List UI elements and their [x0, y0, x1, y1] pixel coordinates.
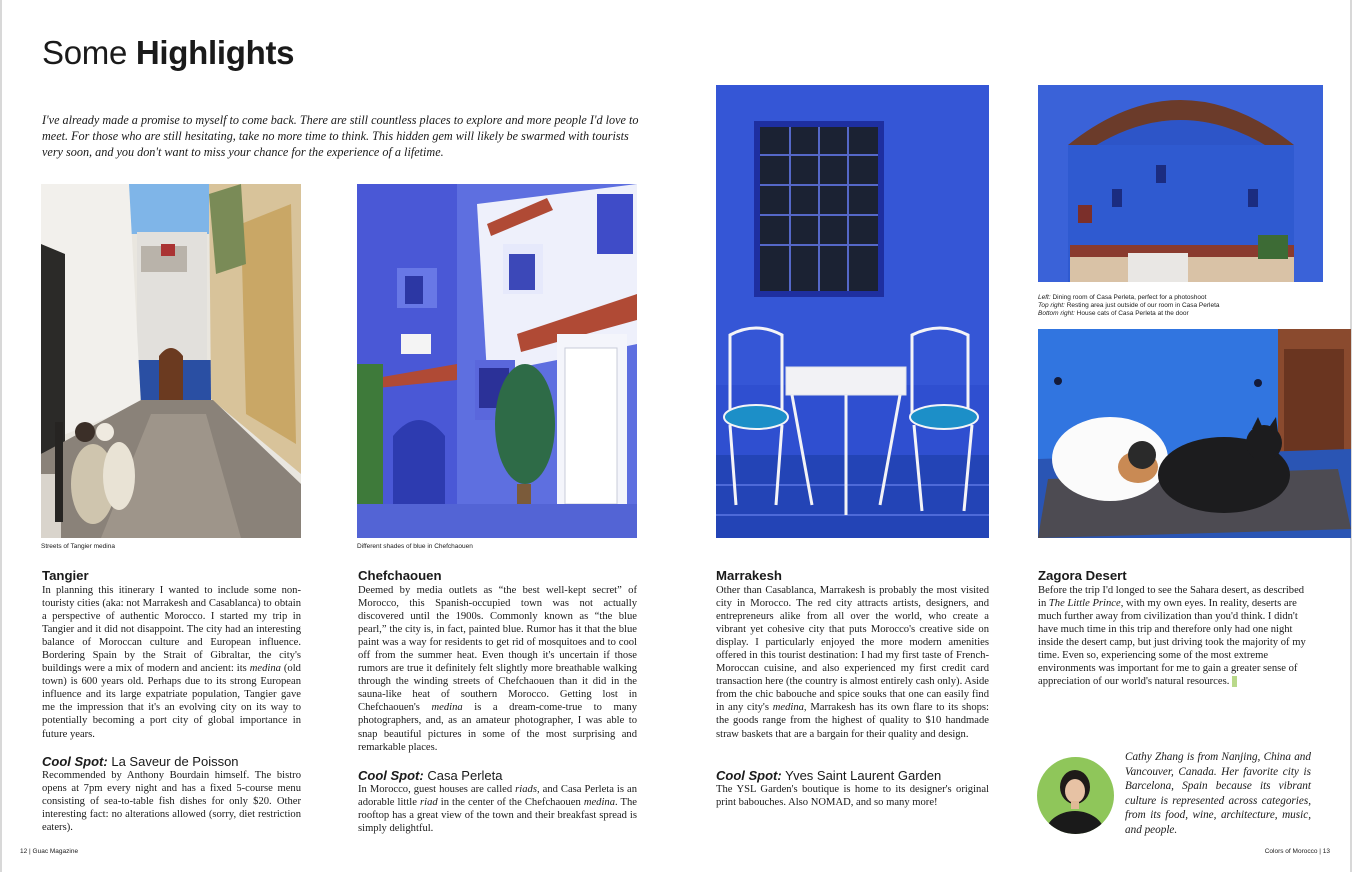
casa-perleta-cats-photo — [1038, 329, 1351, 538]
marrakesh-cool-spot-heading — [716, 768, 941, 783]
casa-perleta-resting-area-photo — [1038, 85, 1323, 282]
author-avatar — [1037, 757, 1114, 834]
cool-text-a: In Morocco, guest houses are called — [358, 784, 513, 795]
cool-spot-label: Cool Spot: — [716, 768, 782, 783]
cool-spot-name: Casa Perleta — [427, 768, 503, 783]
marrakesh-text-b: , Marrakesh has its own flare to its shops: the goods range from the highest of quality to $10 handmade straw baskets that are a bargain for their quality and design. — [716, 702, 990, 740]
zagora-heading: Zagora Desert — [1038, 568, 1127, 583]
tangier-text-em: medina — [249, 663, 281, 675]
zagora-text-a: Before the trip I'd longed to see the Sahara desert, as described in — [1038, 585, 1305, 610]
zagora-text-em: The Little Prince — [1048, 598, 1121, 610]
cool-text-d: . The rooftop has a great view of the town and their breakfast spread is simply delightful. — [358, 797, 637, 835]
intro-paragraph: I've already made a promise to myself to come back. There are still countless places to explore and more people I'd love to meet. For those who are still hesitating, take no more time to think. This hidden gem will likely be swarmed with tourists very soon, and you don't want to miss your chance for the experience of a lifetime. — [42, 113, 639, 160]
casa-perleta-caption-bottom-right — [1038, 310, 1189, 318]
chefchaouen-cool-spot-body — [358, 783, 637, 835]
page-title — [42, 34, 294, 72]
cool-text-em3: medina — [583, 797, 615, 809]
title-light: Some — [42, 34, 128, 71]
marrakesh-cool-spot-body: The YSL Garden's boutique is home to its designer's original print babouches. Also NOMAD, and so many more! — [716, 784, 989, 809]
chefchaouen-photo — [357, 184, 637, 538]
tangier-street-photo — [41, 184, 301, 538]
cool-text-em2: riad — [420, 797, 438, 809]
end-mark — [1232, 676, 1237, 687]
cool-text-b: , and Casa Perleta is an adorable little — [358, 784, 637, 809]
caption-top-label: Top right: — [1038, 302, 1065, 309]
caption-bottom-label: Bottom right: — [1038, 310, 1075, 317]
caption-left-label: Left: — [1038, 294, 1051, 301]
chefchaouen-text-a: Deemed by media outlets as “the best well-kept secret” of Morocco, this Spanish-occupied town was not actually discovered until the 1900s. Commonly known as “the blue pearl,” the city is, in fact, painted blue. Rumor has it that the blue paint was a way for residents to get rid of mosquitoes and to cool off from the summer heat. Even though it's uncertain if those rumors are true it definitely felt slightly more breathable walking through the winding streets of Chefchaouen than it did in the sauna-like heat of southern Morocco. Getting lost in Chefchaouen's — [358, 585, 637, 714]
casa-perleta-caption-top-right — [1038, 302, 1220, 310]
cool-spot-name: Yves Saint Laurent Garden — [785, 768, 942, 783]
chefchaouen-text-em: medina — [431, 702, 463, 714]
cool-text-c: in the center of the Chefchaouen — [440, 797, 581, 809]
marrakesh-heading: Marrakesh — [716, 568, 782, 583]
chefchaouen-body — [358, 584, 637, 754]
caption-bottom-text: House cats of Casa Perleta at the door — [1076, 310, 1189, 317]
chefchaouen-cool-spot-heading — [358, 768, 503, 783]
cool-spot-label: Cool Spot: — [42, 754, 108, 769]
caption-top-text: Resting area just outside of our room in Casa Perleta — [1066, 302, 1220, 309]
title-bold: Highlights — [135, 34, 295, 71]
tangier-text-a: In planning this itinerary I wanted to include some non-touristy cities (aka: not Marrakesh and Casablanca) to obtain a perspective of authentic Morocco. I started my trip in Tangier and it did not disappoint. The city had an interesting balance of Moroccan culture and European influence. Bordering Spain by the Strait of Gibraltar, the city's buildings were a mix of modern and ancient: its — [42, 585, 301, 675]
tangier-photo-caption: Streets of Tangier medina — [41, 543, 115, 550]
tangier-text-b: (old town) is 600 years old. Perhaps due to its strong European influence and its large expatriate population, Tangier gave me the impression that it's an evolving city on its way to potentially becoming a port city of global importance in future years. — [42, 663, 301, 740]
tangier-cool-spot-body: Recommended by Anthony Bourdain himself. The bistro opens at 7pm every night and has a fixed 5-course menu consisting of sea-to-table fish dishes for only $20. Other interesting fact: no alterations allowed (sorry, diet restriction eaters). — [42, 770, 301, 834]
cool-spot-label: Cool Spot: — [358, 768, 424, 783]
author-bio: Cathy Zhang is from Nanjing, China and Vancouver, Canada. Her favorite city is Barcelona, Spain because its vibrant culture is represented across categories, from its food, wine, architecture, music, and people. — [1125, 751, 1311, 836]
cool-spot-name: La Saveur de Poisson — [111, 754, 239, 769]
caption-left-text: Dining room of Casa Perleta, perfect for a photoshoot — [1052, 294, 1207, 301]
tangier-cool-spot-heading — [42, 754, 239, 769]
casa-perleta-caption-left — [1038, 294, 1206, 302]
chefchaouen-text-b: is a dream-come-true to many photographers, and, as an amateur photographer, I was able to snap beautiful pictures in some of the most surprising and remarkable places. — [358, 702, 638, 753]
casa-perleta-dining-photo — [716, 85, 989, 538]
tangier-body — [42, 584, 301, 741]
marrakesh-text-a: Other than Casablanca, Marrakesh is probably the most visited city in Morocco. The red city attracts artists, designers, and entrepreneurs alike from all over the world, who create a vibrant yet cohesive city that puts Morocco's creative side on display. I particularly enjoyed the more modern amenities offered in this tourist destination: I had my first taste of French-Moroccan cuisine, and also experienced my first credit card transaction here (the country is almost entirely cash only). Aside from the chic babouche and spice souks that one can easily find in any city's — [716, 585, 990, 714]
tangier-heading: Tangier — [42, 568, 89, 583]
footer-right-folio: Colors of Morocco | 13 — [1264, 848, 1330, 855]
footer-left-folio: 12 | Guac Magazine — [20, 848, 79, 855]
cool-text-em1: riads — [515, 784, 537, 795]
zagora-body — [1038, 584, 1310, 688]
page-edge-left — [0, 0, 2, 872]
zagora-text-b: , with my own eyes. In reality, deserts are much further away from civilization than you'd think. I didn't have much time in this trip and therefore only had one night inside the desert camp, but just driving took the majority of my time. Even so, experiencing some of the most extreme environments was important for me to gain a greater sense of appreciation of our world's natural resources. — [1038, 598, 1306, 688]
marrakesh-text-em: medina — [772, 702, 804, 714]
marrakesh-body — [716, 584, 989, 741]
chefchaouen-heading: Chefchaouen — [358, 568, 442, 583]
chefchaouen-photo-caption: Different shades of blue in Chefchaouen — [357, 543, 473, 550]
